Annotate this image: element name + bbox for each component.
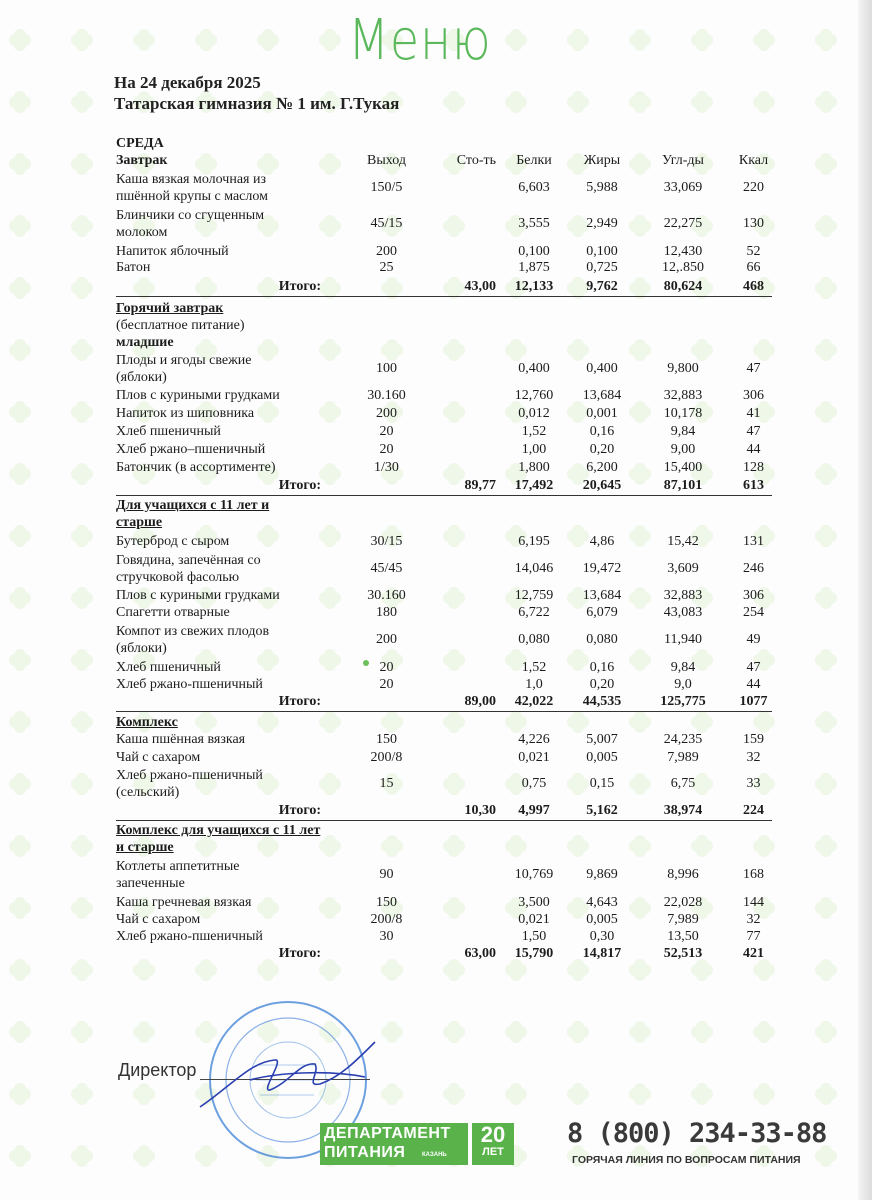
background-clover (133, 1083, 155, 1105)
background-clover (319, 649, 341, 671)
background-clover (443, 1083, 465, 1105)
hotline-phone: 8 (800) 234-33-88 (567, 1118, 827, 1149)
background-clover (629, 959, 651, 981)
background-clover (815, 339, 837, 361)
background-clover (815, 277, 837, 299)
background-clover (815, 29, 837, 51)
background-clover (71, 339, 93, 361)
background-clover (815, 711, 837, 733)
background-clover (629, 1021, 651, 1043)
background-clover (753, 1083, 775, 1105)
background-clover (9, 1145, 31, 1167)
background-clover (629, 29, 651, 51)
background-clover (443, 587, 465, 609)
background-clover (443, 525, 465, 547)
background-clover (443, 959, 465, 981)
background-clover (443, 897, 465, 919)
menu-title: Меню (348, 8, 492, 73)
background-clover (629, 339, 651, 361)
background-clover (443, 401, 465, 423)
background-clover (9, 959, 31, 981)
background-clover (71, 91, 93, 113)
background-clover (815, 215, 837, 237)
background-clover (629, 711, 651, 733)
background-clover (319, 525, 341, 547)
background-clover (443, 711, 465, 733)
col-cost: Сто-ть (456, 153, 496, 168)
background-clover (815, 649, 837, 671)
background-clover (9, 339, 31, 361)
background-clover (443, 215, 465, 237)
background-clover (753, 29, 775, 51)
background-clover (753, 835, 775, 857)
background-clover (9, 711, 31, 733)
background-clover (505, 1021, 527, 1043)
background-clover (9, 587, 31, 609)
background-clover (691, 1083, 713, 1105)
signature-label: Директор (118, 1060, 197, 1080)
background-clover (505, 1083, 527, 1105)
background-clover (9, 525, 31, 547)
background-clover (71, 215, 93, 237)
divider (116, 495, 772, 496)
background-clover (71, 277, 93, 299)
background-clover (71, 1145, 93, 1167)
department-logo: ДЕПАРТАМЕНТ ПИТАНИЯ КАЗАНЬ (320, 1123, 468, 1165)
background-clover (753, 711, 775, 733)
background-clover (9, 91, 31, 113)
background-clover (815, 463, 837, 485)
background-clover (71, 587, 93, 609)
background-clover (815, 587, 837, 609)
background-clover (567, 959, 589, 981)
background-clover (815, 91, 837, 113)
background-clover (71, 773, 93, 795)
col-fat: Жиры (583, 153, 621, 168)
background-clover (9, 649, 31, 671)
background-clover (815, 835, 837, 857)
background-clover (9, 29, 31, 51)
background-clover (257, 959, 279, 981)
background-clover (815, 401, 837, 423)
background-clover (9, 463, 31, 485)
hotline-caption: ГОРЯЧАЯ ЛИНИЯ ПО ВОПРОСАМ ПИТАНИЯ (572, 1154, 801, 1166)
background-clover (629, 1083, 651, 1105)
background-clover (629, 91, 651, 113)
background-clover (71, 711, 93, 733)
background-clover (753, 91, 775, 113)
background-clover (567, 1021, 589, 1043)
background-clover (691, 835, 713, 857)
background-clover (9, 773, 31, 795)
green-dot (363, 660, 369, 666)
background-clover (753, 959, 775, 981)
background-clover (195, 959, 217, 981)
background-clover (815, 897, 837, 919)
background-clover (319, 773, 341, 795)
divider (116, 820, 772, 821)
background-clover (815, 1083, 837, 1105)
background-clover (9, 1021, 31, 1043)
background-clover (691, 29, 713, 51)
col-protein: Белки (516, 153, 552, 168)
background-clover (71, 401, 93, 423)
background-clover (71, 153, 93, 175)
col-kcal: Ккал (738, 153, 769, 168)
background-clover (691, 91, 713, 113)
menu-date: На 24 декабря 2025 (114, 73, 261, 92)
background-clover (443, 835, 465, 857)
background-clover (443, 649, 465, 671)
background-clover (133, 1145, 155, 1167)
background-clover (319, 959, 341, 981)
background-clover (691, 339, 713, 361)
background-clover (319, 29, 341, 51)
background-clover (567, 1083, 589, 1105)
background-clover (567, 711, 589, 733)
section-title: Завтрак (116, 153, 168, 168)
background-clover (443, 1021, 465, 1043)
background-clover (71, 463, 93, 485)
background-clover (629, 835, 651, 857)
background-clover (381, 959, 403, 981)
background-clover (319, 711, 341, 733)
background-clover (691, 959, 713, 981)
background-clover (195, 29, 217, 51)
background-clover (443, 91, 465, 113)
background-clover (9, 277, 31, 299)
background-clover (815, 1021, 837, 1043)
background-clover (381, 711, 403, 733)
background-clover (9, 401, 31, 423)
background-clover (815, 959, 837, 981)
anniversary-badge: 20 ЛЕТ (472, 1123, 514, 1165)
background-clover (815, 153, 837, 175)
background-clover (505, 959, 527, 981)
background-clover (567, 29, 589, 51)
background-clover (71, 1083, 93, 1105)
col-carbs: Угл-ды (662, 153, 704, 168)
background-clover (815, 773, 837, 795)
background-clover (71, 959, 93, 981)
background-clover (567, 91, 589, 113)
background-clover (443, 773, 465, 795)
background-clover (133, 1021, 155, 1043)
background-clover (71, 525, 93, 547)
background-clover (319, 897, 341, 919)
background-clover (257, 29, 279, 51)
background-clover (505, 339, 527, 361)
background-clover (9, 153, 31, 175)
background-clover (9, 215, 31, 237)
background-clover (71, 29, 93, 51)
background-clover (319, 401, 341, 423)
background-clover (443, 339, 465, 361)
background-clover (133, 29, 155, 51)
background-clover (753, 339, 775, 361)
col-output: Выход (367, 153, 406, 168)
background-clover (381, 339, 403, 361)
background-clover (567, 835, 589, 857)
background-clover (691, 1021, 713, 1043)
background-clover (9, 897, 31, 919)
background-clover (9, 1083, 31, 1105)
background-clover (567, 339, 589, 361)
background-clover (71, 835, 93, 857)
background-clover (71, 1021, 93, 1043)
background-clover (815, 525, 837, 547)
background-clover (505, 91, 527, 113)
background-clover (71, 649, 93, 671)
background-clover (753, 1021, 775, 1043)
school-name: Татарская гимназия № 1 им. Г.Тукая (114, 94, 400, 113)
background-clover (9, 835, 31, 857)
background-clover (505, 711, 527, 733)
background-clover (505, 29, 527, 51)
divider (116, 711, 772, 712)
background-clover (71, 897, 93, 919)
director-signature (190, 1032, 390, 1117)
background-clover (133, 959, 155, 981)
background-clover (319, 339, 341, 361)
background-clover (381, 835, 403, 857)
divider (116, 296, 772, 297)
background-clover (691, 711, 713, 733)
background-clover (505, 835, 527, 857)
background-clover (319, 153, 341, 175)
background-clover (319, 215, 341, 237)
